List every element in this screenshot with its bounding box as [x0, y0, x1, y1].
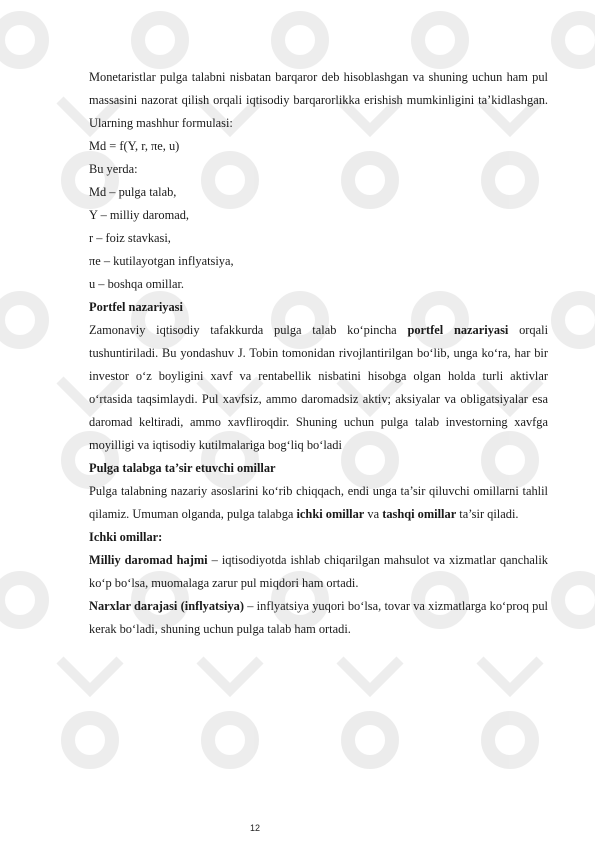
income-text: – iqtisodiyotda ishlab chiqarilgan mahsulot va xizmatlar qanchalik ko‘p bo‘lsa, muomalaga zarur pul miqdori ham ortadi.	[89, 553, 548, 590]
factors-heading	[89, 457, 548, 480]
factors-term-internal: ichki omillar	[296, 507, 365, 521]
formula-line: Md = f(Y, r, πe, u)	[89, 139, 180, 153]
portfel-heading	[89, 296, 548, 319]
page-number: 12	[249, 823, 260, 833]
definition-y: Y – milliy daromad,	[89, 208, 190, 222]
definition-pie: πe – kutilayotgan inflyatsiya,	[89, 254, 234, 268]
factors-text-post: ta’sir qiladi.	[456, 507, 519, 521]
prices-text: – inflyatsiya yuqori bo‘lsa, tovar va xizmatlarga ko‘proq pul kerak bo‘ladi, shuning uchun pulga talab ham ortadi.	[89, 599, 548, 636]
internal-heading-text: Ichki omillar:	[89, 530, 163, 544]
factors-term-external: tashqi omillar	[382, 507, 457, 521]
portfel-text-post: orqali tushuntiriladi. Bu yondashuv J. Tobin tomonidan rivojlantirilgan bo‘lib, unga ko‘ra, har bir investor o‘z boyligini xavf va rentabellik nisbatini hisobga olgan holda turli aktivlar o‘rtasida taqsimlaydi. Pul xavfsiz, ammo daromadsiz aktiv; aksiyalar va obligatsiyalar esa daromad keltiradi, ammo xavfliroqdir. Shuning uchun pulga talab investorning xavfga moyilligi va iqtisodiy kutilmalariga bog‘liq bo‘ladi	[89, 323, 549, 452]
factors-paragraph	[89, 480, 548, 526]
factors-text-pre: Pulga talabning nazariy asoslarini ko‘rib chiqqach, endi unga ta’sir qiluvchi omillarni tahlil qilamiz. Umuman olganda, pulga talabga	[89, 484, 548, 521]
prices-paragraph	[89, 595, 548, 641]
definition-md: Md – pulga talab,	[89, 185, 177, 199]
portfel-heading-text: Portfel nazariyasi	[89, 300, 183, 314]
definition-r: r – foiz stavkasi,	[89, 231, 171, 245]
factors-text-mid: va	[364, 507, 383, 521]
definition-u: u – boshqa omillar.	[89, 277, 184, 291]
portfel-paragraph	[89, 319, 548, 457]
prices-term: Narxlar darajasi (inflyatsiya)	[89, 599, 244, 613]
document-body	[89, 66, 548, 641]
portfel-term: portfel nazariyasi	[407, 323, 509, 337]
where-line: Bu yerda:	[89, 162, 138, 176]
income-term: Milliy daromad hajmi	[89, 553, 208, 567]
income-paragraph	[89, 549, 548, 595]
intro-paragraph: Monetaristlar pulga talabni nisbatan barqaror deb hisoblashgan va shuning uchun ham pul massasini nazorat qilish orqali iqtisodiy barqarorlikka erishish mumkinligini ta’kidlashgan. Ularning mashhur formulasi:	[89, 70, 548, 130]
portfel-text-pre: Zamonaviy iqtisodiy tafakkurda pulga talab ko‘pincha	[89, 323, 408, 337]
factors-heading-text: Pulga talabga ta’sir etuvchi omillar	[89, 461, 276, 475]
internal-heading	[89, 526, 548, 549]
